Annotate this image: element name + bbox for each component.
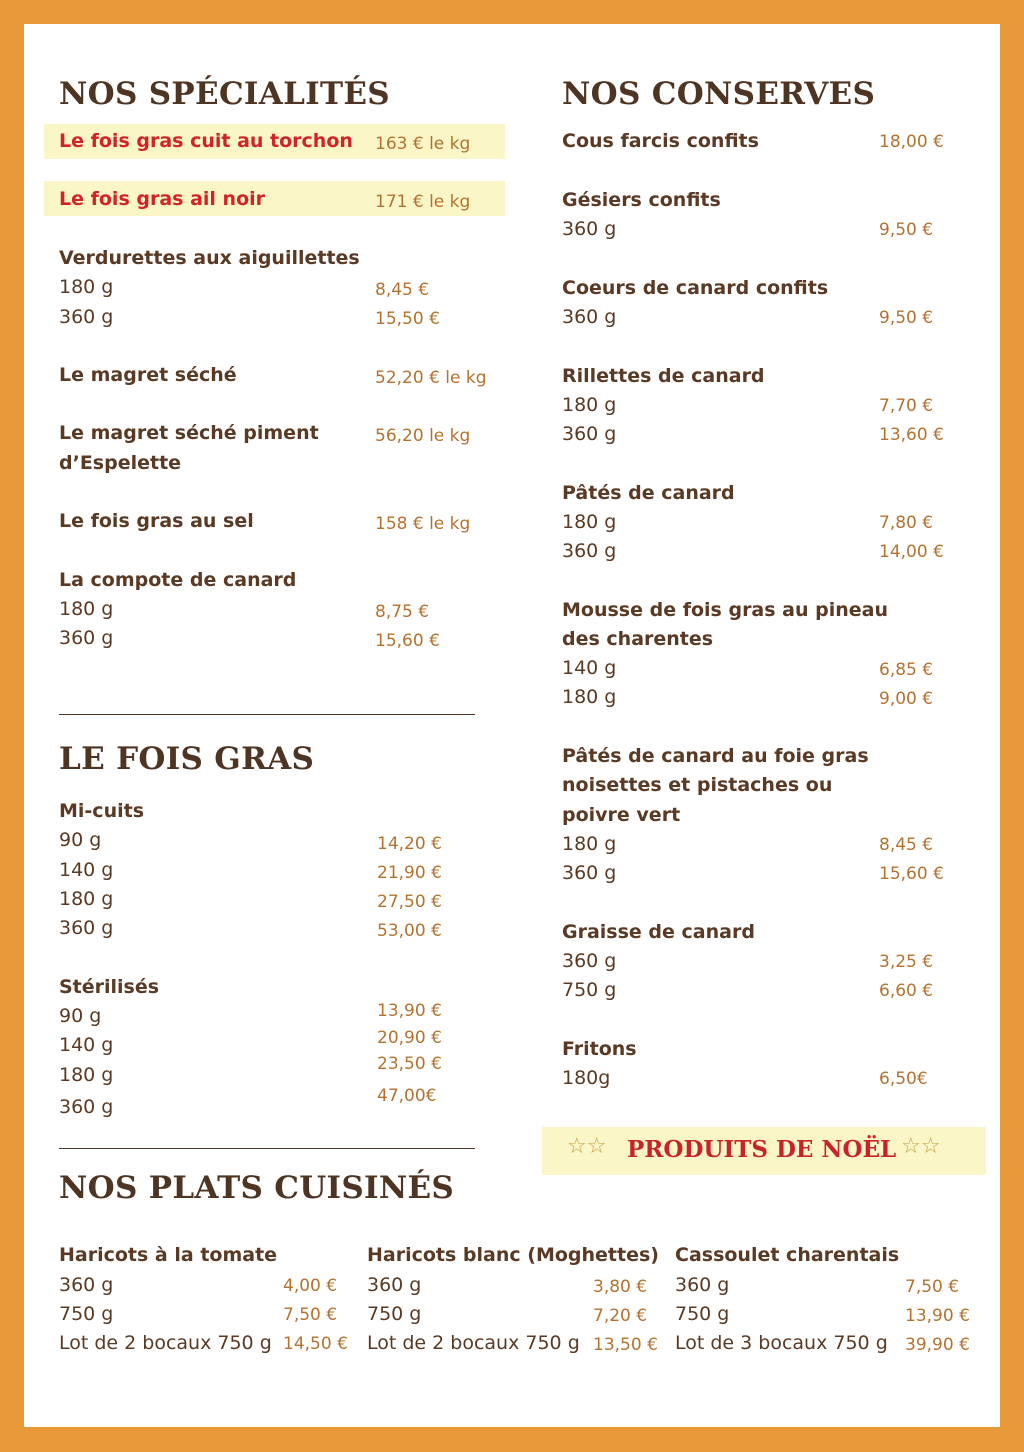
item-name: poivre vert <box>562 804 681 826</box>
item-qty: 180 g <box>59 276 114 298</box>
item-price: 7,70 € <box>879 396 934 416</box>
dish-name: Cassoulet charentais <box>675 1244 900 1266</box>
item-qty: 750 g <box>59 1303 114 1325</box>
item-name: Mousse de fois gras au pineau <box>562 599 889 621</box>
item-price: 3,25 € <box>879 952 934 972</box>
item-qty: Lot de 2 bocaux 750 g <box>367 1332 580 1354</box>
item-qty: 360 g <box>562 862 617 884</box>
item-qty: 140 g <box>59 859 114 881</box>
item-price: 9,50 € <box>879 220 934 240</box>
item-price: 15,60 € <box>375 631 440 651</box>
item-qty: 360 g <box>59 306 114 328</box>
item-name: Graisse de canard <box>562 921 755 943</box>
item-price: 21,90 € <box>377 863 442 883</box>
item-qty: 360 g <box>562 540 617 562</box>
item-qty: 360 g <box>562 218 617 240</box>
item-price: 6,85 € <box>879 660 934 680</box>
item-price: 8,45 € <box>879 835 934 855</box>
item-name: Le fois gras ail noir <box>59 188 266 210</box>
plats-title: NOS PLATS CUISINÉS <box>59 1170 455 1206</box>
item-name: Rillettes de canard <box>562 365 765 387</box>
item-qty: 180 g <box>59 1064 114 1086</box>
item-price: 23,50 € <box>377 1054 442 1074</box>
item-qty: 360 g <box>675 1274 730 1296</box>
item-price: 15,60 € <box>879 864 944 884</box>
item-price: 9,00 € <box>879 689 934 709</box>
item-name: Fritons <box>562 1038 637 1060</box>
divider <box>59 714 475 715</box>
item-name: Verdurettes aux aiguillettes <box>59 247 360 269</box>
item-price: 163 € le kg <box>375 134 471 154</box>
item-price: 52,20 € le kg <box>375 368 487 388</box>
item-qty: 180 g <box>59 598 114 620</box>
item-name: Le fois gras au sel <box>59 510 254 532</box>
item-qty: 360 g <box>59 917 114 939</box>
item-price: 13,90 € <box>905 1306 970 1326</box>
item-price: 53,00 € <box>377 921 442 941</box>
star-icon: ☆☆ <box>901 1134 941 1159</box>
item-price: 7,50 € <box>283 1305 338 1325</box>
item-price: 15,50 € <box>375 309 440 329</box>
item-qty: 90 g <box>59 829 102 851</box>
item-name: des charentes <box>562 628 714 650</box>
item-price: 8,75 € <box>375 602 430 622</box>
item-price: 6,50€ <box>879 1069 928 1089</box>
item-price: 39,90 € <box>905 1335 970 1355</box>
dish-name: Haricots à la tomate <box>59 1244 278 1266</box>
item-qty: 360 g <box>562 950 617 972</box>
conserves-title: NOS CONSERVES <box>562 76 876 112</box>
noel-label: PRODUITS DE NOËL <box>627 1136 897 1163</box>
item-name: La compote de canard <box>59 569 297 591</box>
item-price: 14,00 € <box>879 542 944 562</box>
item-price: 27,50 € <box>377 892 442 912</box>
divider <box>59 1148 475 1149</box>
item-price: 20,90 € <box>377 1028 442 1048</box>
item-price: 9,50 € <box>879 308 934 328</box>
item-name: Le magret séché piment <box>59 422 319 444</box>
item-price: 14,20 € <box>377 834 442 854</box>
item-qty: 360 g <box>367 1274 422 1296</box>
item-price: 7,80 € <box>879 513 934 533</box>
item-name: Pâtés de canard au foie gras <box>562 745 869 767</box>
star-icon: ☆☆ <box>567 1134 607 1159</box>
item-qty: Lot de 3 bocaux 750 g <box>675 1332 888 1354</box>
item-price: 13,60 € <box>879 425 944 445</box>
item-price: 14,50 € <box>283 1334 348 1354</box>
item-price: 6,60 € <box>879 981 934 1001</box>
item-price: 8,45 € <box>375 280 430 300</box>
item-qty: 750 g <box>367 1303 422 1325</box>
dish-name: Haricots blanc (Moghettes) <box>367 1244 659 1266</box>
item-qty: 180g <box>562 1067 611 1089</box>
item-qty: 140 g <box>562 657 617 679</box>
item-qty: 180 g <box>59 888 114 910</box>
item-price: 47,00€ <box>377 1086 437 1106</box>
item-price: 56,20 le kg <box>375 426 471 446</box>
item-price: 18,00 € <box>879 132 944 152</box>
item-qty: Lot de 2 bocaux 750 g <box>59 1332 272 1354</box>
item-qty: 90 g <box>59 1005 102 1027</box>
item-price: 7,20 € <box>593 1306 648 1326</box>
item-price: 3,80 € <box>593 1277 648 1297</box>
item-price: 4,00 € <box>283 1276 338 1296</box>
specialites-title: NOS SPÉCIALITÉS <box>59 76 390 112</box>
item-qty: 360 g <box>562 306 617 328</box>
item-qty: 360 g <box>59 627 114 649</box>
item-price: 13,90 € <box>377 1001 442 1021</box>
subsection-label: Mi-cuits <box>59 800 144 822</box>
item-qty: 360 g <box>59 1096 114 1118</box>
foisgras-title: LE FOIS GRAS <box>59 741 315 777</box>
item-qty: 180 g <box>562 686 617 708</box>
item-name: noisettes et pistaches ou <box>562 774 833 796</box>
item-price: 171 € le kg <box>375 192 471 212</box>
item-qty: 180 g <box>562 394 617 416</box>
item-name: d’Espelette <box>59 452 182 474</box>
item-price: 158 € le kg <box>375 514 471 534</box>
item-qty: 360 g <box>562 423 617 445</box>
item-qty: 750 g <box>562 979 617 1001</box>
item-qty: 140 g <box>59 1034 114 1056</box>
item-qty: 180 g <box>562 833 617 855</box>
item-qty: 750 g <box>675 1303 730 1325</box>
item-price: 13,50 € <box>593 1335 658 1355</box>
menu-page <box>24 24 1000 1427</box>
item-qty: 180 g <box>562 511 617 533</box>
item-name: Gésiers confits <box>562 189 721 211</box>
item-price: 7,50 € <box>905 1277 960 1297</box>
subsection-label: Stérilisés <box>59 976 160 998</box>
item-name: Cous farcis confits <box>562 130 759 152</box>
item-qty: 360 g <box>59 1274 114 1296</box>
item-name: Coeurs de canard confits <box>562 277 829 299</box>
item-name: Pâtés de canard <box>562 482 735 504</box>
item-name: Le magret séché <box>59 364 237 386</box>
item-name: Le fois gras cuit au torchon <box>59 130 353 152</box>
